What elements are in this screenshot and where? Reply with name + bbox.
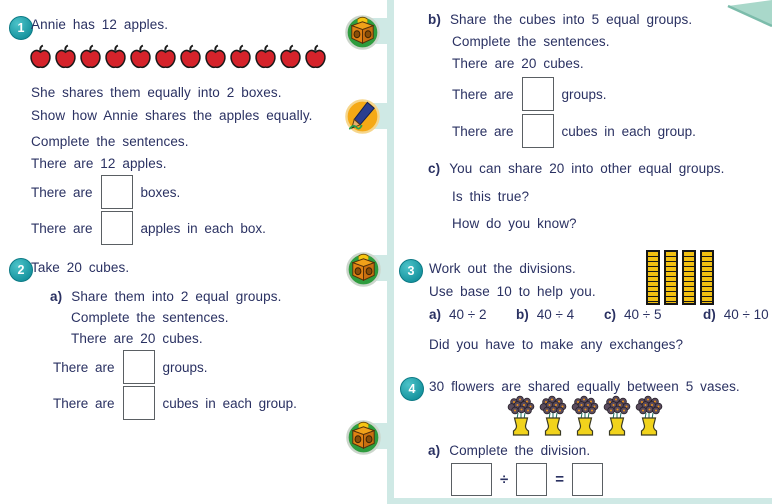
fill-suffix: groups. [162, 359, 208, 375]
q4-answer-box-dividend[interactable] [451, 463, 492, 496]
flower-vase-icon [538, 395, 568, 437]
apple-icon [204, 44, 227, 70]
fill-prefix: There are [53, 359, 115, 375]
apple-icon [229, 44, 252, 70]
part-label: a) [429, 307, 442, 322]
q2b-line1: b) Share the cubes into 5 equal groups. [428, 12, 693, 27]
q1-answer-box-boxes[interactable] [101, 175, 133, 209]
apple-icon [29, 44, 52, 70]
part-label: a) [50, 289, 63, 304]
q1-fill-boxes-row [31, 175, 180, 209]
fill-prefix: There are [452, 86, 514, 102]
part-label: d) [703, 307, 716, 322]
flower-vases-row [506, 395, 664, 437]
apple-icon [154, 44, 177, 70]
fill-suffix: cubes in each group. [162, 395, 297, 411]
fill-prefix: There are [53, 395, 115, 411]
q2b-line2: Complete the sentences. [452, 34, 610, 49]
equals-sign: = [555, 471, 564, 488]
base-ten-rod-icon [664, 250, 678, 305]
fill-suffix: cubes in each group. [561, 123, 696, 139]
flower-vase-icon [602, 395, 632, 437]
flower-vase-icon [570, 395, 600, 437]
question-number-badge: 1 [9, 16, 33, 40]
q1-count-line: There are 12 apples. [31, 156, 167, 171]
q2c-line2: Is this true? [452, 189, 530, 204]
fill-suffix: apples in each box. [140, 220, 266, 236]
q4-answer-box-quotient[interactable] [572, 463, 603, 496]
apple-icon [304, 44, 327, 70]
q2a-fill-cubes-row [53, 386, 297, 420]
apple-icon [254, 44, 277, 70]
part-label: c) [428, 161, 441, 176]
q1-show-line: Show how Annie shares the apples equally. [31, 108, 313, 123]
q3-part-c: c) 40 ÷ 5 [604, 307, 662, 322]
apples-row [29, 44, 327, 70]
q2-intro-line: Take 20 cubes. [31, 260, 130, 275]
q2c-line1: c) You can share 20 into other equal groups. [428, 161, 725, 176]
flower-vase-icon [634, 395, 664, 437]
part-label: b) [428, 12, 441, 27]
q2a-line1: a) Share them into 2 equal groups. [50, 289, 282, 304]
pencil-icon [344, 98, 381, 135]
q2b-answer-box-cubes[interactable] [522, 114, 554, 148]
q3-divisions-row [429, 307, 772, 325]
part-label: a) [428, 443, 441, 458]
base-ten-rod-icon [646, 250, 660, 305]
question-number-badge: 4 [400, 377, 424, 401]
q3-part-a: a) 40 ÷ 2 [429, 307, 487, 322]
fill-prefix: There are [31, 184, 93, 200]
question-number-badge: 2 [9, 258, 33, 282]
q4-intro-line: 30 flowers are shared equally between 5 vases. [429, 379, 740, 394]
page-corner-decoration [726, 0, 772, 30]
divide-sign: ÷ [500, 471, 509, 488]
q2b-fill-groups-row [452, 77, 607, 111]
q4-answer-box-divisor[interactable] [516, 463, 547, 496]
q2b-line3: There are 20 cubes. [452, 56, 584, 71]
q1-answer-box-apples[interactable] [101, 211, 133, 245]
multilink-cube-icon [345, 418, 382, 455]
q2a-fill-groups-row [53, 350, 208, 384]
q1-fill-apples-row [31, 211, 266, 245]
apple-icon [54, 44, 77, 70]
q2b-answer-box-groups[interactable] [522, 77, 554, 111]
fill-suffix: groups. [561, 86, 607, 102]
q3-part-b: b) 40 ÷ 4 [516, 307, 575, 322]
base-ten-rod-icon [682, 250, 696, 305]
q1-complete-line: Complete the sentences. [31, 134, 189, 149]
fill-prefix: There are [452, 123, 514, 139]
q2a-answer-box-groups[interactable] [123, 350, 155, 384]
multilink-cube-icon [344, 13, 381, 50]
apple-icon [179, 44, 202, 70]
base-ten-rod-icon [700, 250, 714, 305]
q2a-line2: Complete the sentences. [71, 310, 229, 325]
fill-prefix: There are [31, 220, 93, 236]
question-number-badge: 3 [399, 259, 423, 283]
q3-part-d: d) 40 ÷ 10 [703, 307, 769, 322]
multilink-cube-icon [345, 250, 382, 287]
flower-vase-icon [506, 395, 536, 437]
bottom-border-strip [387, 498, 772, 504]
q3-line2: Use base 10 to help you. [429, 284, 596, 299]
q4-division-equation [451, 463, 603, 496]
q2a-answer-box-cubes[interactable] [123, 386, 155, 420]
base-ten-rods [646, 250, 714, 305]
part-label: b) [516, 307, 529, 322]
apple-icon [79, 44, 102, 70]
q2c-line3: How do you know? [452, 216, 577, 231]
q2b-fill-cubes-row [452, 114, 696, 148]
part-label: c) [604, 307, 617, 322]
q4a-line: a) Complete the division. [428, 443, 591, 458]
apple-icon [104, 44, 127, 70]
q3-line3: Did you have to make any exchanges? [429, 337, 684, 352]
q2a-line3: There are 20 cubes. [71, 331, 203, 346]
fill-suffix: boxes. [140, 184, 181, 200]
q1-intro-line: Annie has 12 apples. [31, 17, 169, 32]
apple-icon [129, 44, 152, 70]
q3-line1: Work out the divisions. [429, 261, 576, 276]
q1-share-line: She shares them equally into 2 boxes. [31, 85, 282, 100]
apple-icon [279, 44, 302, 70]
